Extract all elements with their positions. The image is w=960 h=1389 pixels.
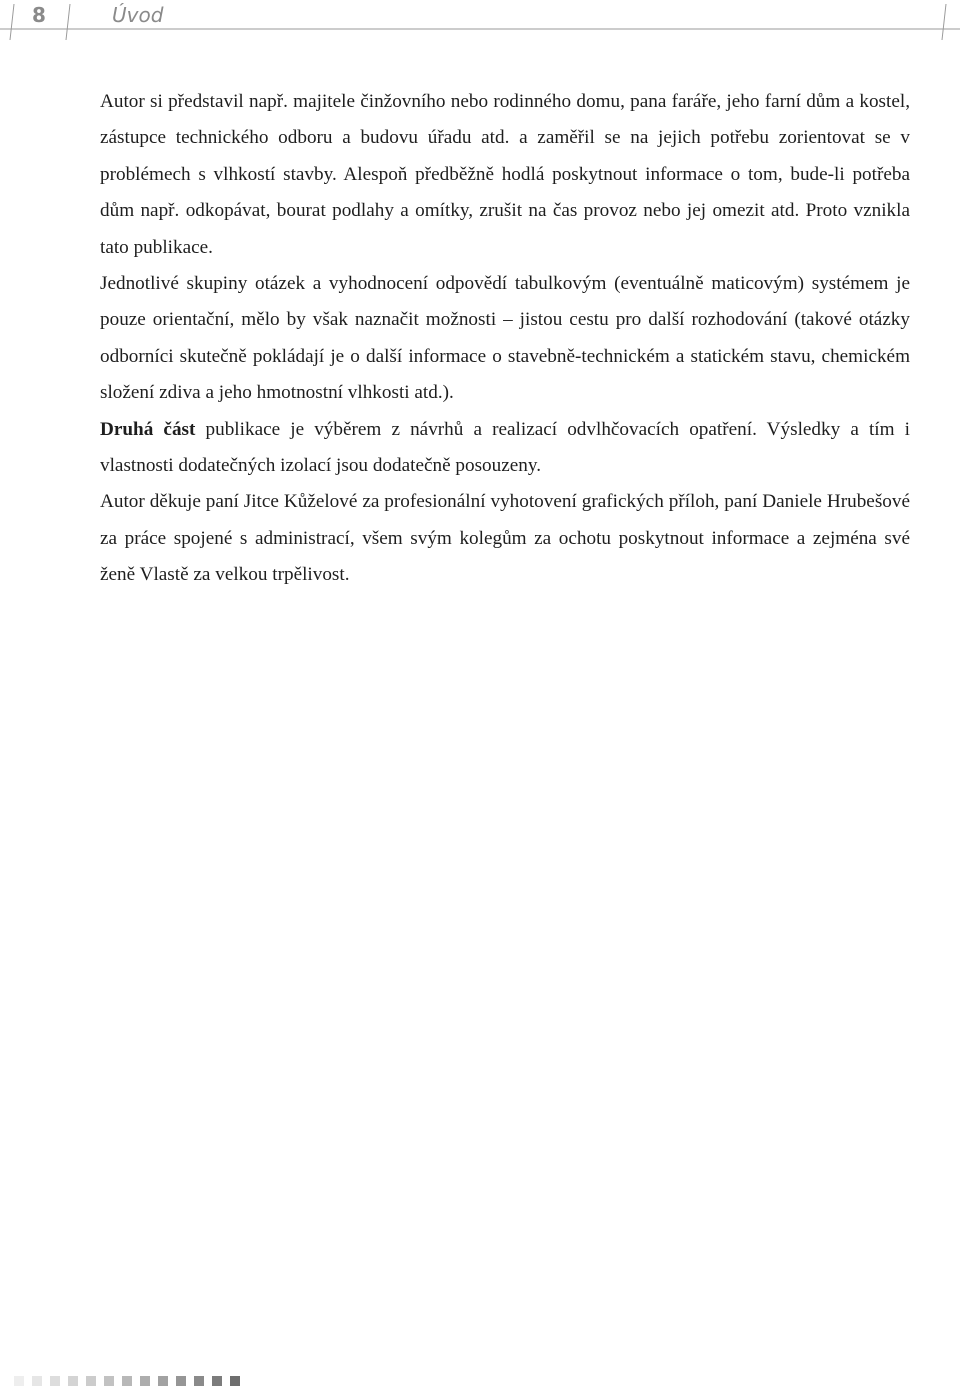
- footer-square: [50, 1376, 60, 1386]
- footer-square: [212, 1376, 222, 1386]
- paragraph-text: publikace je výběrem z návrhů a realizací odvlhčovacích opatření. Výsledky a tím i vlastnosti dodatečných izolací jsou dodatečně posouzeny.: [100, 418, 910, 477]
- footer-square: [32, 1376, 42, 1386]
- section-title: Úvod: [112, 3, 164, 27]
- running-header: [0, 0, 960, 40]
- body-text: [100, 84, 910, 594]
- footer-decoration: [14, 1376, 240, 1386]
- footer-square: [14, 1376, 24, 1386]
- footer-square: [194, 1376, 204, 1386]
- footer-square: [68, 1376, 78, 1386]
- paragraph: Autor si představil např. majitele činžovního nebo rodinného domu, pana faráře, jeho farní dům a kostel, zástupce technického odboru a budovu úřadu atd. a zaměřil se na jejich potřebu zorientovat se v problémech s vlhkostí stavby. Alespoň předběžně hodlá poskytnout informace o tom, bude-li potřeba dům např. odkopávat, bourat podlahy a omítky, zrušit na čas provoz nebo jej omezit atd. Proto vznikla tato publikace.: [100, 91, 910, 258]
- footer-square: [158, 1376, 168, 1386]
- footer-square: [104, 1376, 114, 1386]
- footer-square: [230, 1376, 240, 1386]
- paragraph: Autor děkuje paní Jitce Kůželové za profesionální vyhotovení grafických příloh, paní Daniele Hrubešové za práce spojené s administrací, všem svým kolegům za ochotu poskytnout informace a zejména své ženě Vlastě za velkou trpělivost.: [100, 491, 910, 586]
- footer-square: [86, 1376, 96, 1386]
- footer-square: [140, 1376, 150, 1386]
- footer-square: [176, 1376, 186, 1386]
- footer-square: [122, 1376, 132, 1386]
- paragraph: Jednotlivé skupiny otázek a vyhodnocení odpovědí tabulkovým (eventuálně maticovým) systémem je pouze orientační, mělo by však naznačit možnosti – jistou cestu pro další rozhodování (takové otázky odborníci skutečně pokládají je o další informace o stavebně-technickém a statickém stavu, chemickém složení zdiva a jeho hmotnostní vlhkosti atd.).: [100, 273, 910, 404]
- page-number: 8: [32, 3, 46, 27]
- bold-phrase: Druhá část: [100, 418, 196, 440]
- paragraph: [100, 412, 910, 485]
